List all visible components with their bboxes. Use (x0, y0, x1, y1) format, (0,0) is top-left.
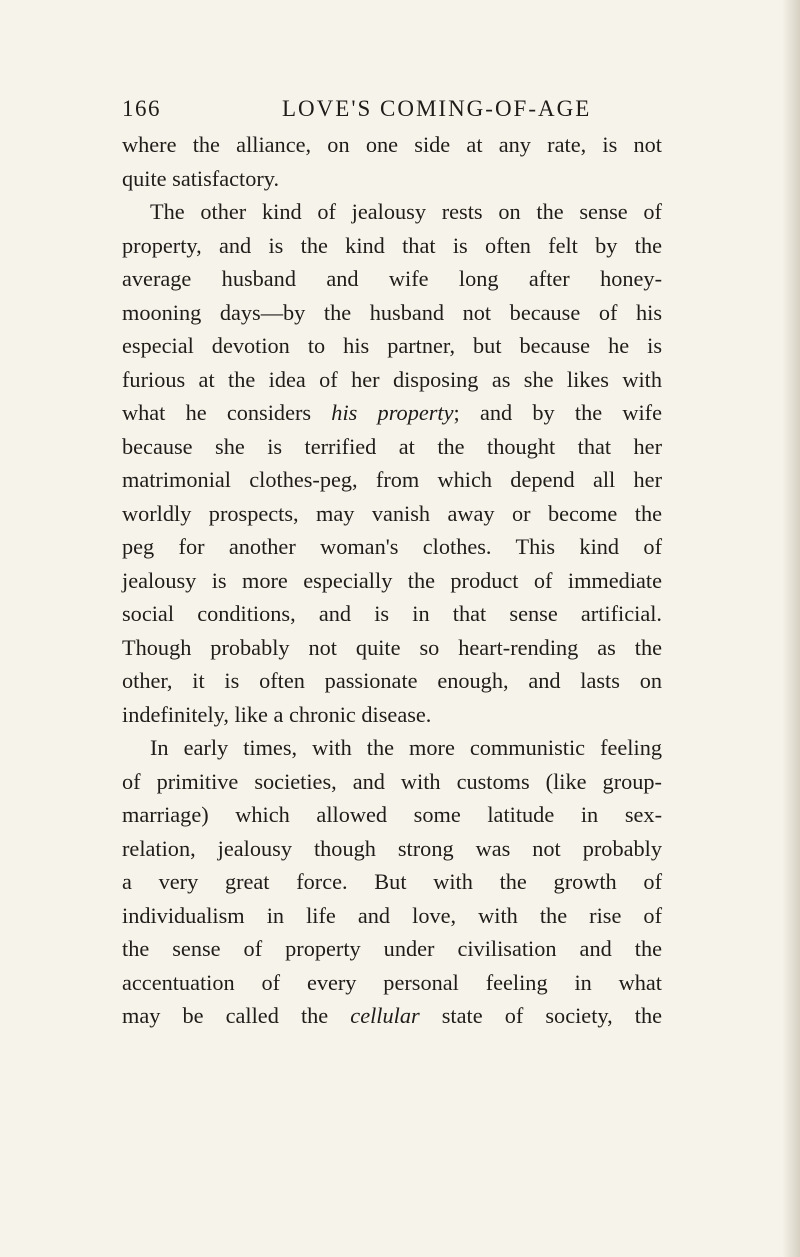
text-segment: what he considers (122, 400, 332, 425)
text-line (122, 999, 662, 1033)
text-line: a very great force. But with the growth of (122, 869, 662, 894)
text-line: quite satisfactory. (122, 165, 280, 191)
text-line: social conditions, and is in that sense artificial. (122, 601, 662, 626)
text-line: The other kind of jealousy rests on the sense of (150, 199, 662, 224)
text-line: Though probably not quite so heart-rending as the (122, 634, 662, 660)
text-line: property, and is the kind that is often felt by the (122, 232, 662, 258)
text-line: In early times, with the more communistic feeling (150, 735, 662, 760)
page-edge-shadow (782, 0, 800, 1257)
body-text (122, 128, 662, 1033)
text-line: of primitive societies, and with customs (like group- (122, 768, 662, 794)
text-line: mooning days—by the husband not because of his (122, 299, 662, 325)
text-segment: ; and by the wife (453, 400, 662, 425)
text-line: the sense of property under civilisation and the (122, 936, 662, 961)
text-line: relation, jealousy though strong was not probably (122, 835, 662, 861)
text-line: other, it is often passionate enough, and lasts on (122, 668, 662, 693)
text-line: marriage) which allowed some latitude in sex- (122, 802, 662, 827)
text-line: jealousy is more especially the product of immediate (122, 567, 662, 593)
text-line: individualism in life and love, with the rise of (122, 902, 662, 928)
italic-phrase: his property (331, 400, 454, 425)
page-number: 166 (122, 96, 161, 121)
text-line: furious at the idea of her disposing as she likes with (122, 366, 662, 392)
text-line: accentuation of every personal feeling in what (122, 969, 662, 995)
text-line: matrimonial clothes-peg, from which depend all her (122, 467, 662, 492)
text-line (122, 396, 662, 430)
text-line: where the alliance, on one side at any rate, is not (122, 132, 662, 157)
text-segment: may be called the (122, 1003, 351, 1028)
text-segment: state of society, the (419, 1003, 662, 1028)
text-line: worldly prospects, may vanish away or become the (122, 500, 662, 526)
text-line: average husband and wife long after honey- (122, 266, 662, 291)
text-line: peg for another woman's clothes. This kind of (122, 534, 662, 559)
text-line: especial devotion to his partner, but because he is (122, 333, 662, 358)
italic-phrase: cellular (350, 1003, 420, 1028)
text-line: indefinitely, like a chronic disease. (122, 701, 432, 727)
running-title: LOVE'S COMING-OF-AGE (282, 96, 592, 121)
text-line: because she is terrified at the thought that her (122, 433, 662, 459)
